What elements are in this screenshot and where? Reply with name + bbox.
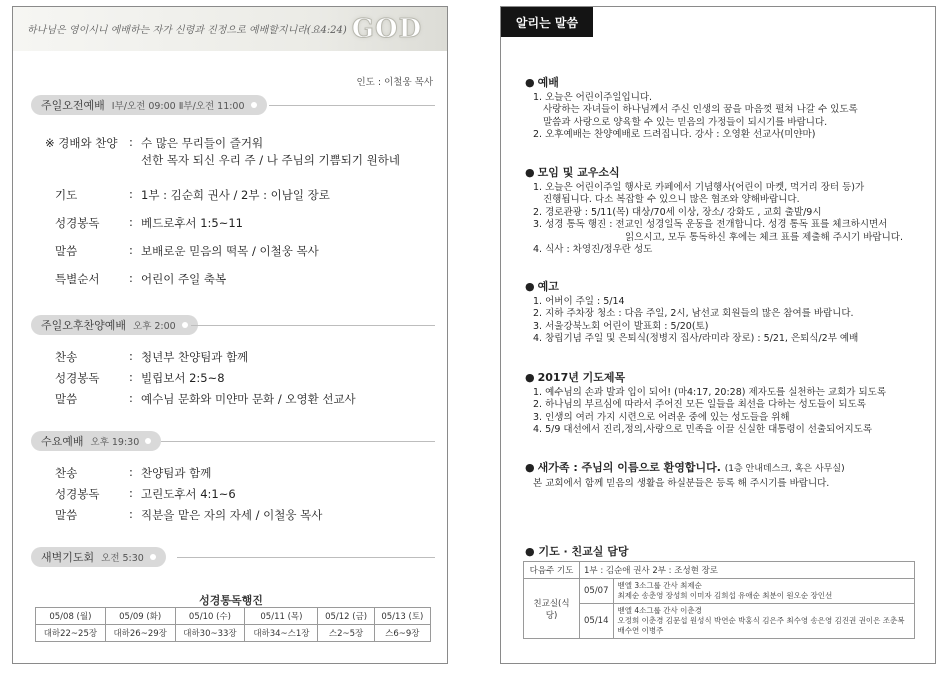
- order-label: 성경봉독: [55, 371, 100, 385]
- bullet-icon: ●: [525, 371, 535, 384]
- notice-line: 1. 예수님의 손과 발과 입이 되어! (마4:17, 20:28) 제자도를 실천하는 교회가 되도록: [533, 386, 887, 398]
- worship-notice: [525, 77, 925, 142]
- notice-line: 3. 서울강북노회 어린이 발표회 : 5/20(토): [533, 320, 709, 332]
- section-name: 새벽기도회: [41, 551, 95, 564]
- notice-line: 말씀과 사랑으로 양육할 수 있는 믿음의 가정들이 되시기를 바랍니다.: [543, 116, 828, 128]
- notice-line: 3. 성경 통독 행진 : 전교인 성경일독 운동을 전개합니다. 성경 통독 표를 체크하시면서: [533, 219, 888, 230]
- duty-heading: ● 기도 · 친교실 담당: [525, 545, 629, 558]
- wednesday-service-header: [31, 431, 435, 451]
- notice-line: 4. 창립기념 주일 및 은퇴식(정병지 집사/라미라 장로) : 5/21, 은퇴식/2부 예배: [533, 333, 859, 344]
- duty-label: 다음주 기도: [524, 562, 580, 579]
- duty-line: 최제순 송춘영 장성희 이미자 김희섭 유애순 최분이 원오순 장인선: [617, 591, 833, 600]
- notice-line: 3. 인생의 여러 가지 시련으로 어려운 중에 있는 성도들을 위해: [533, 411, 790, 423]
- morning-service-header: [31, 95, 435, 115]
- reading-plan-title: 성경통독행진: [199, 594, 263, 607]
- notice-line: 2. 지하 주차장 청소 : 다음 주일, 2시, 남선교 회원들의 많은 참여를 바랍니다.: [533, 308, 854, 319]
- reading-date: 05/12 (금): [318, 608, 374, 625]
- section-time: Ⅰ부/오전 09:00 Ⅱ부/오전 11:00: [111, 101, 245, 112]
- notice-line: 4. 5/9 대선에서 진리,정의,사랑으로 민족을 이끌 신실한 대통령이 선출되어지도록: [533, 424, 873, 435]
- bullet-icon: ●: [525, 545, 539, 558]
- reading-plan-table: [35, 607, 431, 642]
- notice-line: 2. 경로관광 : 5/11(목) 대상/70세 이상, 장소/ 강화도 , 교회 출발/9시: [533, 206, 822, 218]
- notice-note: (1층 안내데스크, 혹은 사무실): [724, 464, 845, 474]
- order-value: 베드로후서 1:5~11: [141, 216, 243, 230]
- notice-heading: 모임 및 교우소식: [537, 166, 620, 179]
- duty-line: 오정희 이춘경 김문섭 원성식 박연순 박홍식 김은주 최수영 송은영 김진권 권이은 조춘복: [617, 616, 905, 625]
- prayer-notice: [525, 372, 925, 437]
- order-label: 성경봉독: [55, 216, 100, 230]
- duty-line: 벧엘 3소그룹 간사 최제순: [617, 581, 702, 590]
- order-label: 기도: [55, 188, 78, 202]
- reading-passage: 대하30~33장: [175, 625, 245, 642]
- order-label: 성경봉독: [55, 487, 100, 501]
- reading-date: 05/10 (수): [175, 608, 245, 625]
- notice-heading: 예배: [537, 76, 559, 89]
- duty-date: 05/07: [580, 579, 614, 604]
- presider-label: 인도 : 이철웅 목사: [356, 77, 433, 88]
- table-row: [524, 579, 915, 604]
- bullet-icon: ●: [525, 461, 535, 474]
- order-value: 선한 목자 되신 우리 주 / 나 주님의 기쁨되기 원하네: [141, 153, 400, 167]
- order-value: 빌립보서 2:5~8: [141, 371, 225, 385]
- section-time: 오후 19:30: [90, 437, 140, 448]
- duty-line: 벧엘 4소그룹 간사 이춘경: [617, 606, 702, 615]
- order-value: 보배로운 믿음의 떡목 / 이철웅 목사: [141, 244, 319, 258]
- order-label: 말씀: [55, 508, 78, 522]
- announcements-tab: 알리는 말씀: [501, 7, 593, 37]
- meetings-notice: [525, 167, 925, 257]
- section-name: 주일오후찬양예배: [41, 319, 127, 332]
- newcomers-notice: [525, 462, 925, 490]
- bullet-icon: ●: [525, 280, 535, 293]
- notice-line: 사랑하는 자녀들이 하나님께서 주신 인생의 꿈을 마음껏 펼쳐 나갈 수 있도록: [543, 104, 858, 115]
- afternoon-service-header: [31, 315, 435, 335]
- notice-line: 1. 오늘은 어린이주일 행사로 카페에서 기념행사(어린이 마켓, 먹거리 장터 등)가: [533, 181, 865, 193]
- order-value: 청년부 찬양팀과 함께: [141, 350, 249, 364]
- reading-passage: 스6~9장: [374, 625, 430, 642]
- notice-line: 2. 오후예배는 찬양예배로 드려집니다. 강사 : 오영환 선교사(미얀마): [533, 129, 816, 140]
- bullet-icon: ●: [525, 76, 535, 89]
- notice-line: 1. 오늘은 어린이주일입니다.: [533, 91, 653, 103]
- order-label: 찬송: [55, 350, 78, 364]
- duty-line: 배수연 이병주: [617, 626, 664, 635]
- reading-passage: 대하34~스1장: [245, 625, 318, 642]
- bullet-icon: ●: [525, 166, 535, 179]
- section-time: 오후 2:00: [133, 321, 176, 332]
- preview-notice: [525, 281, 925, 346]
- reading-date: 05/13 (토): [374, 608, 430, 625]
- order-value: 직분을 맡은 자의 자세 / 이철웅 목사: [141, 508, 323, 522]
- notice-line: 1. 어버이 주일 : 5/14: [533, 295, 625, 307]
- table-row: [36, 608, 431, 625]
- notice-line: 읽으시고, 모두 통독하신 후에는 체크 표를 제출해 주시기 바랍니다.: [625, 231, 903, 243]
- table-row: [524, 562, 915, 579]
- notice-heading: 2017년 기도제목: [537, 371, 626, 384]
- notice-line: 본 교회에서 함께 믿음의 생활을 하실분들은 등록 해 주시기를 바랍니다.: [533, 477, 830, 489]
- order-value: 고린도후서 4:1~6: [141, 487, 236, 501]
- section-name: 주일오전예배: [41, 99, 105, 112]
- reading-passage: 스2~5장: [318, 625, 374, 642]
- duty-date: 05/14: [580, 604, 614, 639]
- reading-passage: 대하26~29장: [105, 625, 175, 642]
- table-row: [524, 604, 915, 639]
- order-label: ※ 경배와 찬양: [45, 136, 118, 150]
- verse-banner: [13, 7, 447, 51]
- order-label: 찬송: [55, 466, 78, 480]
- table-row: [36, 625, 431, 642]
- announcements-panel: [500, 6, 936, 664]
- order-label: 특별순서: [55, 272, 100, 286]
- notice-line: 진행됩니다. 다소 복잡할 수 있으니 많은 협조와 양해바랍니다.: [543, 194, 800, 205]
- banner-verse: 하나님은 영이시니 예배하는 자가 신령과 진정으로 예배할지니라(요4:24): [27, 25, 347, 36]
- order-value: 예수님 문화와 미얀마 문화 / 오영환 선교사: [141, 392, 356, 406]
- order-label: 말씀: [55, 244, 78, 258]
- reading-date: 05/08 (월): [36, 608, 106, 625]
- order-label: 말씀: [55, 392, 78, 406]
- reading-date: 05/11 (목): [245, 608, 318, 625]
- notice-heading: 예고: [537, 280, 559, 293]
- duty-value: 1부 : 김순애 권사 2부 : 조성현 장로: [580, 562, 915, 579]
- order-value: 어린이 주일 축복: [141, 272, 227, 286]
- section-name: 수요예배: [41, 435, 84, 448]
- order-value: 1부 : 김순희 권사 / 2부 : 이남일 장로: [141, 188, 330, 202]
- notice-line: 4. 식사 : 차영진/정우란 성도: [533, 244, 653, 255]
- order-value: 수 많은 무리들이 즐거워: [141, 136, 264, 150]
- order-value: 찬양팀과 함께: [141, 466, 212, 480]
- duty-table: [523, 561, 915, 639]
- worship-order-panel: 하나님은 영이시니 예배하는 자가 신령과 진정으로 예배할지니라(요4:24) GOD 인도 : 이철웅 목사 주일오전예배 Ⅰ부/오전 09:00 Ⅱ부/오전 11:00 ※ 경배와 찬양 : 수 많은 무리들이 즐거워 선한 목자 되신 우리 주 / 나 주님의 기쁨되기 원하네 기도 : 1부 : 김순희 권사 / 2부 : 이남일 장로 성경봉독 : 베드로후서 1:5~11 말씀 : 보배로운 믿음의 떡목 / 이철웅 목사 특별순서 : 어린이 주일 축복 주일오후찬양예배 오후 2:00 찬송 : 청년부 찬양팀과 함께 성경봉독 : 빌립보서 2:5~8 말씀 : 예수님 문화와 미얀마 문화 / 오영환 선교사 수요예배 오후 19:30 찬송 : 찬양팀과 함께 성경봉독 : 고린도후서 4:1~6 말씀 : 직분을 맡은 자의 자세 / 이철웅 목사 새벽기도회 오전 5:30 성경통독행진 05/08 (월) 05/09 (화) 05/10 (수) 05/11 (목) 05/12 (금) 05/13 (토) 대하22~25장 대하26~29장 대하30~33장 대하34~스1장 스2~5장 스6~9장: [12, 6, 448, 664]
- god-logo: GOD: [351, 14, 423, 44]
- reading-date: 05/09 (화): [105, 608, 175, 625]
- notice-heading: 새가족 : 주님의 이름으로 환영합니다.: [537, 461, 721, 474]
- reading-passage: 대하22~25장: [36, 625, 106, 642]
- section-time: 오전 5:30: [101, 553, 144, 564]
- duty-label: 친교실(식당): [524, 579, 580, 639]
- notice-line: 2. 하나님의 부르심에 따라서 주어진 모든 일들을 최선을 다하는 성도들이 되도록: [533, 399, 866, 410]
- dawn-prayer-header: [31, 547, 435, 567]
